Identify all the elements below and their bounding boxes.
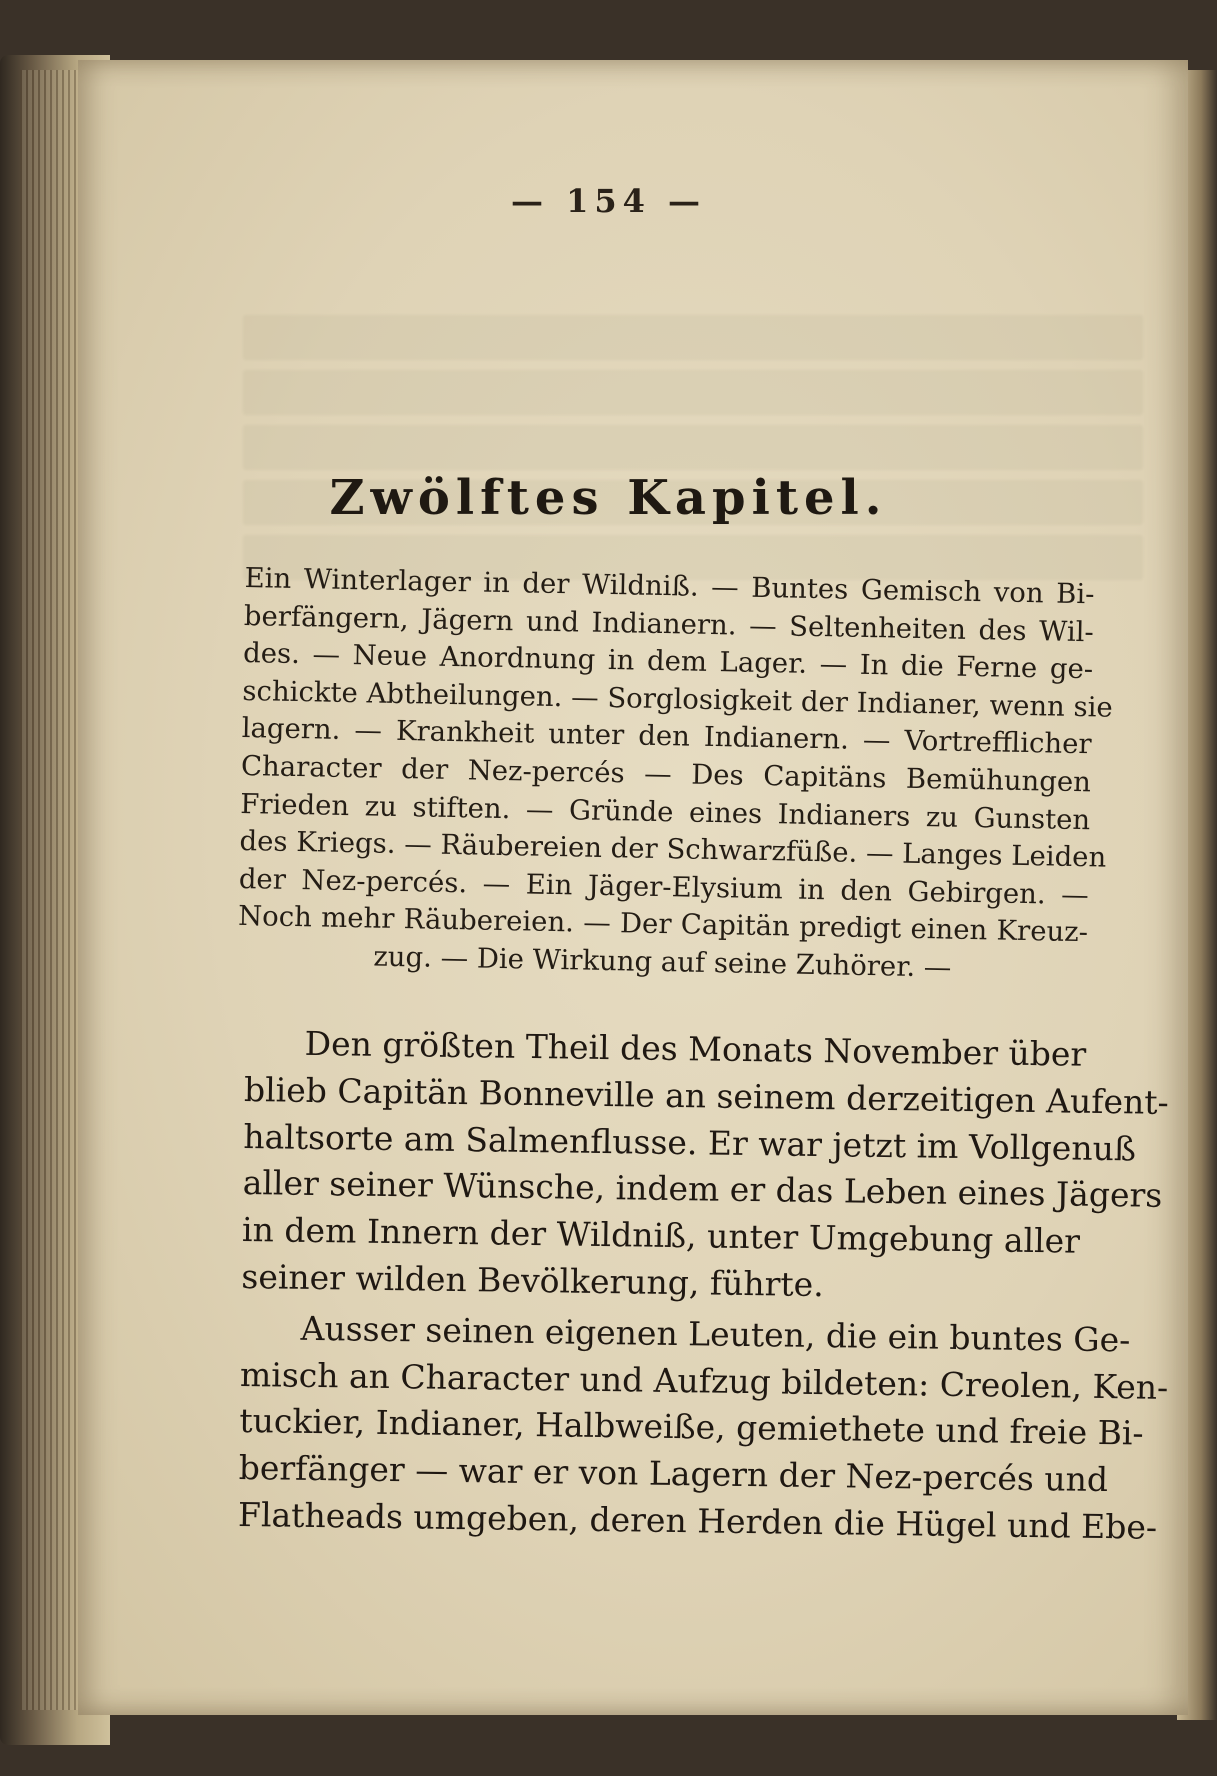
- paragraph-2-line: Flatheads umgeben, deren Herden die Hügel und Ebe-: [237, 1494, 1158, 1547]
- summary-line: berfängern, Jägern und Indianern. — Seltenheiten des Wil-: [243, 599, 1095, 648]
- summary-line: zug. — Die Wirkung auf seine Zuhörer. —: [373, 940, 952, 984]
- paragraph-2-line: berfänger — war er von Lagern der Nez-percés und: [238, 1448, 1109, 1500]
- summary-line: Ein Winterlager in der Wildniß. — Buntes Gemisch von Bi-: [244, 561, 1095, 611]
- chapter-title: Zwölftes Kapitel.: [329, 470, 888, 526]
- summary-line: schickte Abtheilungen. — Sorglosigkeit der Indianer, wenn sie: [242, 674, 1114, 724]
- paragraph-2-line: misch an Character und Aufzug bildeten: Creolen, Ken-: [239, 1354, 1169, 1407]
- page-number: — 154 —: [510, 182, 707, 220]
- summary-line: des Kriegs. — Räubereien der Schwarzfüße. — Langes Leiden: [239, 825, 1107, 874]
- paragraph-2-line: tuckier, Indianer, Halbweiße, gemiethete und freie Bi-: [239, 1401, 1144, 1453]
- paragraph-1-line: Den größten Theil des Monats November über: [304, 1023, 1087, 1074]
- bleed-through: [243, 315, 1143, 590]
- chapter-summary: [237, 560, 1114, 990]
- paragraph-1-line: haltsorte am Salmenflusse. Er war jetzt im Vollgenuß: [243, 1116, 1137, 1169]
- summary-line: der Nez-percés. — Ein Jäger-Elysium in den Gebirgen. —: [238, 862, 1090, 912]
- summary-line: lagern. — Krankheit unter den Indianern. — Vortrefflicher: [241, 712, 1092, 761]
- summary-line: Noch mehr Räubereien. — Der Capitän predigt einen Kreuz-: [237, 900, 1089, 949]
- paragraph-1-line: in dem Innern der Wildniß, unter Umgebung aller: [241, 1210, 1081, 1261]
- paragraph-2-line: Ausser seinen eigenen Leuten, die ein buntes Ge-: [300, 1308, 1131, 1360]
- paragraph-1-line: aller seiner Wünsche, indem er das Leben eines Jägers: [242, 1163, 1163, 1216]
- body-text: [237, 1020, 1169, 1550]
- paragraph-1-line: blieb Capitän Bonneville an seinem derzeitigen Aufent-: [243, 1069, 1169, 1122]
- paragraph-1-line: seiner wilden Bevölkerung, führte.: [241, 1256, 824, 1305]
- summary-line: Frieden zu stiften. — Gründe eines Indianers zu Gunsten: [240, 787, 1091, 836]
- summary-line: Character der Nez-percés — Des Capitäns Bemühungen: [240, 749, 1092, 799]
- summary-line: des. — Neue Anordnung in dem Lager. — In die Ferne ge-: [242, 637, 1094, 686]
